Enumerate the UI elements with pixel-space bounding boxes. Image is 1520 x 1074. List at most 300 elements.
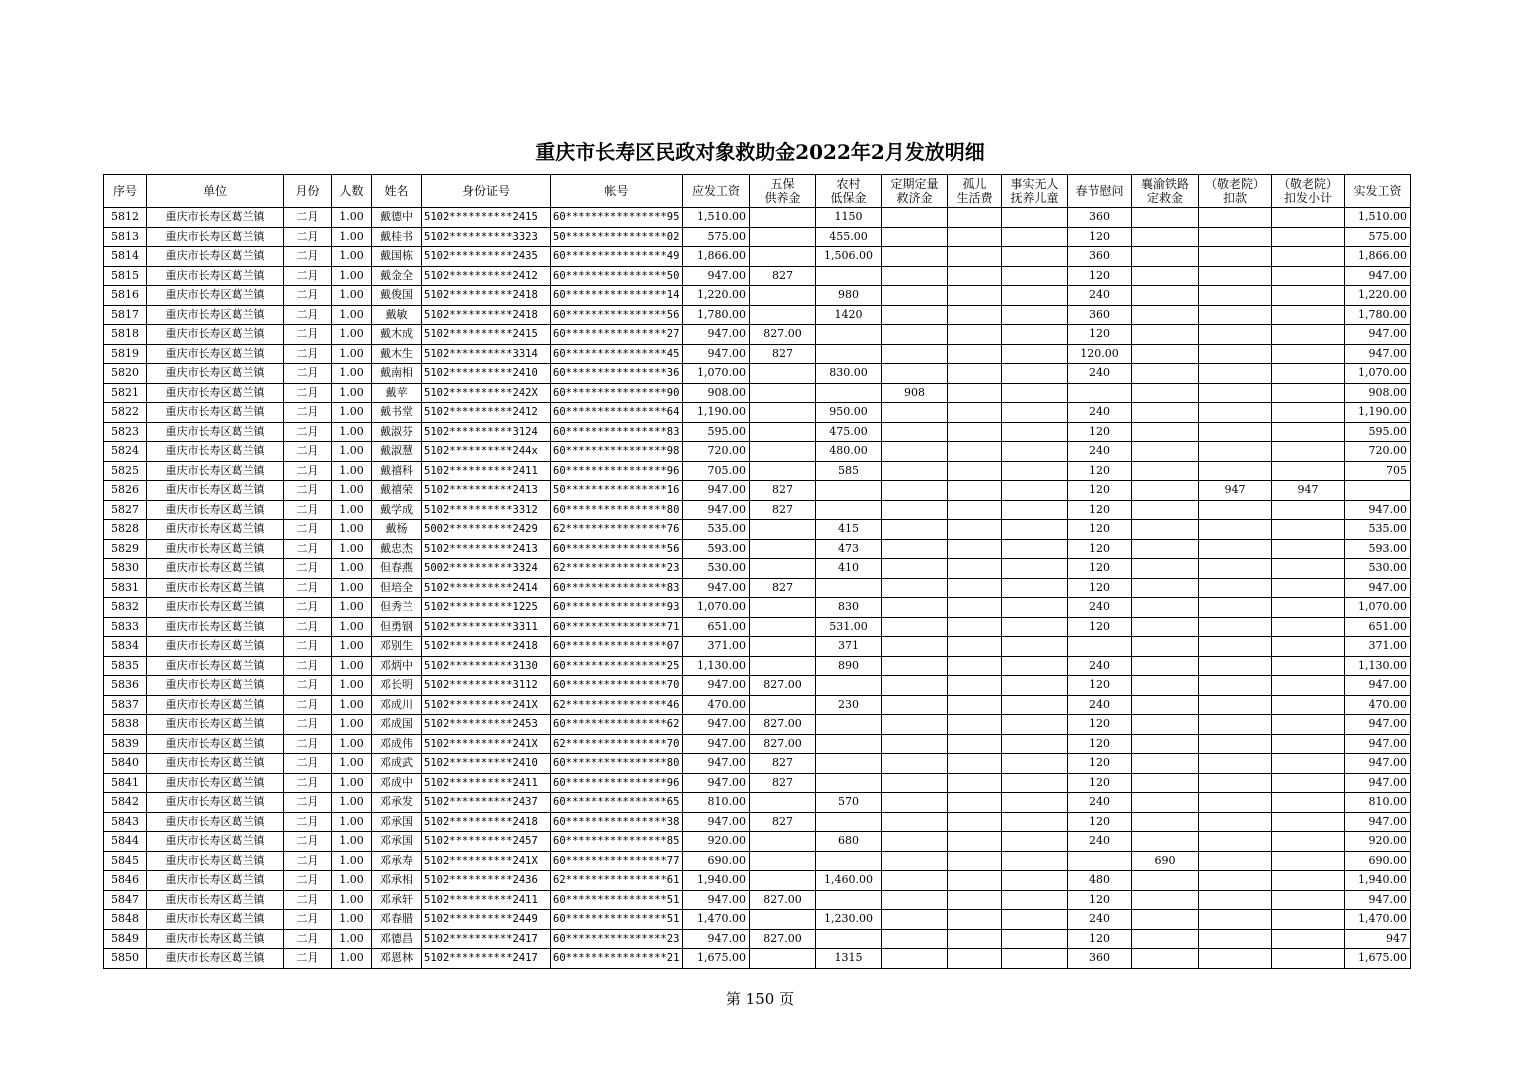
cell-actual-pay: 1,470.00 — [1345, 910, 1411, 930]
cell-five-guarantee — [750, 832, 816, 852]
cell-rural-dibao: 570 — [816, 793, 882, 813]
cell-nursing-subtotal — [1272, 812, 1345, 832]
cell-xiangyu-railway — [1132, 637, 1199, 657]
cell-payable: 530.00 — [683, 559, 750, 579]
cell-account: 60****************96 — [551, 461, 683, 481]
cell-nursing-deduction — [1199, 500, 1272, 520]
cell-seq: 5832 — [104, 598, 147, 618]
cell-seq: 5830 — [104, 559, 147, 579]
cell-orphan — [948, 715, 1002, 735]
cell-nursing-deduction: 947 — [1199, 481, 1272, 501]
cell-xiangyu-railway — [1132, 208, 1199, 228]
cell-de-facto-orphan — [1002, 422, 1068, 442]
cell-rural-dibao: 455.00 — [816, 227, 882, 247]
cell-spring-festival: 480 — [1068, 871, 1132, 891]
cell-seq: 5822 — [104, 403, 147, 423]
cell-fixed-relief — [882, 617, 948, 637]
cell-seq: 5824 — [104, 442, 147, 462]
cell-name: 但培全 — [372, 578, 422, 598]
cell-rural-dibao — [816, 325, 882, 345]
cell-payable: 1,220.00 — [683, 286, 750, 306]
cell-de-facto-orphan — [1002, 695, 1068, 715]
cell-payable: 947.00 — [683, 500, 750, 520]
cell-people: 1.00 — [332, 286, 372, 306]
cell-payable: 947.00 — [683, 715, 750, 735]
table-row — [104, 559, 1411, 579]
cell-nursing-subtotal — [1272, 754, 1345, 774]
col-header-five-guarantee: 五保 供养金 — [750, 175, 816, 208]
col-header-nursing-deduction: （敬老院） 扣款 — [1199, 175, 1272, 208]
cell-unit: 重庆市长寿区葛兰镇 — [147, 890, 284, 910]
cell-rural-dibao: 680 — [816, 832, 882, 852]
cell-de-facto-orphan — [1002, 773, 1068, 793]
cell-payable: 1,510.00 — [683, 208, 750, 228]
cell-seq: 5842 — [104, 793, 147, 813]
cell-people: 1.00 — [332, 676, 372, 696]
cell-orphan — [948, 403, 1002, 423]
cell-orphan — [948, 676, 1002, 696]
cell-rural-dibao — [816, 578, 882, 598]
cell-payable: 1,675.00 — [683, 949, 750, 969]
cell-month: 二月 — [284, 695, 332, 715]
cell-nursing-subtotal — [1272, 247, 1345, 267]
cell-id-number: 5102**********2411 — [422, 461, 551, 481]
cell-spring-festival: 120 — [1068, 890, 1132, 910]
col-header-account: 帐号 — [551, 175, 683, 208]
cell-orphan — [948, 695, 1002, 715]
cell-spring-festival: 120 — [1068, 500, 1132, 520]
cell-month: 二月 — [284, 500, 332, 520]
cell-five-guarantee: 827 — [750, 578, 816, 598]
cell-spring-festival: 120 — [1068, 559, 1132, 579]
cell-fixed-relief — [882, 676, 948, 696]
cell-id-number: 5102**********2415 — [422, 208, 551, 228]
col-header-rural-dibao: 农村 低保金 — [816, 175, 882, 208]
cell-de-facto-orphan — [1002, 754, 1068, 774]
cell-payable: 1,940.00 — [683, 871, 750, 891]
cell-people: 1.00 — [332, 442, 372, 462]
cell-unit: 重庆市长寿区葛兰镇 — [147, 734, 284, 754]
cell-rural-dibao: 980 — [816, 286, 882, 306]
cell-account: 60****************90 — [551, 383, 683, 403]
cell-unit: 重庆市长寿区葛兰镇 — [147, 812, 284, 832]
cell-seq: 5812 — [104, 208, 147, 228]
cell-id-number: 5102**********3323 — [422, 227, 551, 247]
cell-nursing-deduction — [1199, 422, 1272, 442]
cell-fixed-relief — [882, 929, 948, 949]
cell-orphan — [948, 247, 1002, 267]
cell-account: 60****************62 — [551, 715, 683, 735]
cell-de-facto-orphan — [1002, 286, 1068, 306]
cell-orphan — [948, 832, 1002, 852]
cell-seq: 5848 — [104, 910, 147, 930]
cell-rural-dibao — [816, 851, 882, 871]
cell-nursing-subtotal — [1272, 520, 1345, 540]
cell-unit: 重庆市长寿区葛兰镇 — [147, 929, 284, 949]
cell-five-guarantee — [750, 520, 816, 540]
table-row — [104, 344, 1411, 364]
cell-payable: 947.00 — [683, 773, 750, 793]
cell-spring-festival: 120 — [1068, 520, 1132, 540]
cell-de-facto-orphan — [1002, 637, 1068, 657]
cell-name: 戴俊国 — [372, 286, 422, 306]
cell-five-guarantee — [750, 403, 816, 423]
cell-spring-festival: 240 — [1068, 910, 1132, 930]
cell-name: 戴敏 — [372, 305, 422, 325]
cell-xiangyu-railway — [1132, 286, 1199, 306]
cell-payable: 947.00 — [683, 325, 750, 345]
cell-month: 二月 — [284, 773, 332, 793]
cell-rural-dibao: 1420 — [816, 305, 882, 325]
table-row — [104, 949, 1411, 969]
cell-unit: 重庆市长寿区葛兰镇 — [147, 461, 284, 481]
cell-unit: 重庆市长寿区葛兰镇 — [147, 949, 284, 969]
cell-five-guarantee: 827 — [750, 481, 816, 501]
table-row — [104, 325, 1411, 345]
cell-people: 1.00 — [332, 754, 372, 774]
cell-nursing-subtotal — [1272, 286, 1345, 306]
cell-month: 二月 — [284, 266, 332, 286]
cell-payable: 810.00 — [683, 793, 750, 813]
cell-five-guarantee — [750, 247, 816, 267]
table-header-row — [104, 175, 1411, 208]
cell-payable: 920.00 — [683, 832, 750, 852]
table-row — [104, 851, 1411, 871]
cell-name: 戴金全 — [372, 266, 422, 286]
cell-payable: 371.00 — [683, 637, 750, 657]
cell-nursing-subtotal — [1272, 734, 1345, 754]
cell-rural-dibao — [816, 734, 882, 754]
cell-name: 邓成国 — [372, 715, 422, 735]
cell-seq: 5813 — [104, 227, 147, 247]
cell-actual-pay: 371.00 — [1345, 637, 1411, 657]
cell-name: 戴杨 — [372, 520, 422, 540]
cell-xiangyu-railway — [1132, 344, 1199, 364]
cell-five-guarantee — [750, 461, 816, 481]
cell-nursing-subtotal — [1272, 929, 1345, 949]
cell-de-facto-orphan — [1002, 442, 1068, 462]
page-title: 重庆市长寿区民政对象救助金2022年2月发放明细 — [535, 140, 985, 164]
cell-spring-festival: 120 — [1068, 227, 1132, 247]
cell-spring-festival: 120.00 — [1068, 344, 1132, 364]
cell-spring-festival: 120 — [1068, 325, 1132, 345]
cell-fixed-relief — [882, 403, 948, 423]
cell-account: 60****************93 — [551, 598, 683, 618]
cell-seq: 5828 — [104, 520, 147, 540]
cell-actual-pay: 595.00 — [1345, 422, 1411, 442]
cell-de-facto-orphan — [1002, 871, 1068, 891]
cell-rural-dibao — [816, 812, 882, 832]
cell-payable: 575.00 — [683, 227, 750, 247]
cell-rural-dibao — [816, 754, 882, 774]
table-row — [104, 364, 1411, 384]
cell-five-guarantee: 827.00 — [750, 325, 816, 345]
cell-account: 60****************49 — [551, 247, 683, 267]
cell-nursing-subtotal — [1272, 656, 1345, 676]
cell-actual-pay: 947.00 — [1345, 890, 1411, 910]
cell-actual-pay: 720.00 — [1345, 442, 1411, 462]
cell-name: 戴淑慧 — [372, 442, 422, 462]
cell-month: 二月 — [284, 851, 332, 871]
cell-unit: 重庆市长寿区葛兰镇 — [147, 403, 284, 423]
table-row — [104, 617, 1411, 637]
cell-seq: 5841 — [104, 773, 147, 793]
table-row — [104, 773, 1411, 793]
cell-name: 邓德昌 — [372, 929, 422, 949]
cell-spring-festival: 240 — [1068, 695, 1132, 715]
cell-id-number: 5102**********2411 — [422, 773, 551, 793]
cell-spring-festival: 240 — [1068, 442, 1132, 462]
cell-fixed-relief — [882, 481, 948, 501]
cell-month: 二月 — [284, 734, 332, 754]
cell-seq: 5818 — [104, 325, 147, 345]
cell-orphan — [948, 598, 1002, 618]
cell-fixed-relief — [882, 266, 948, 286]
cell-id-number: 5102**********2453 — [422, 715, 551, 735]
cell-spring-festival: 120 — [1068, 266, 1132, 286]
cell-id-number: 5102**********3112 — [422, 676, 551, 696]
cell-xiangyu-railway — [1132, 559, 1199, 579]
cell-spring-festival: 240 — [1068, 403, 1132, 423]
cell-nursing-deduction — [1199, 734, 1272, 754]
cell-five-guarantee: 827.00 — [750, 734, 816, 754]
cell-xiangyu-railway — [1132, 871, 1199, 891]
cell-month: 二月 — [284, 559, 332, 579]
cell-orphan — [948, 520, 1002, 540]
cell-fixed-relief: 908 — [882, 383, 948, 403]
cell-five-guarantee — [750, 695, 816, 715]
cell-rural-dibao: 415 — [816, 520, 882, 540]
page-number: 第 150 页 — [725, 990, 795, 1008]
cell-actual-pay: 690.00 — [1345, 851, 1411, 871]
cell-nursing-deduction — [1199, 344, 1272, 364]
cell-account: 60****************83 — [551, 578, 683, 598]
cell-month: 二月 — [284, 929, 332, 949]
cell-rural-dibao: 1,460.00 — [816, 871, 882, 891]
cell-orphan — [948, 461, 1002, 481]
cell-name: 戴忠杰 — [372, 539, 422, 559]
cell-account: 62****************61 — [551, 871, 683, 891]
cell-seq: 5833 — [104, 617, 147, 637]
cell-account: 60****************83 — [551, 422, 683, 442]
cell-people: 1.00 — [332, 578, 372, 598]
cell-five-guarantee — [750, 793, 816, 813]
cell-spring-festival: 120 — [1068, 734, 1132, 754]
cell-name: 邓恩林 — [372, 949, 422, 969]
cell-fixed-relief — [882, 247, 948, 267]
cell-spring-festival: 120 — [1068, 481, 1132, 501]
cell-id-number: 5102**********2437 — [422, 793, 551, 813]
cell-spring-festival: 120 — [1068, 461, 1132, 481]
cell-payable: 908.00 — [683, 383, 750, 403]
cell-account: 60****************50 — [551, 266, 683, 286]
table-row — [104, 871, 1411, 891]
cell-spring-festival: 120 — [1068, 676, 1132, 696]
cell-unit: 重庆市长寿区葛兰镇 — [147, 481, 284, 501]
cell-spring-festival: 120 — [1068, 715, 1132, 735]
cell-nursing-subtotal — [1272, 208, 1345, 228]
cell-account: 60****************14 — [551, 286, 683, 306]
cell-de-facto-orphan — [1002, 344, 1068, 364]
cell-people: 1.00 — [332, 383, 372, 403]
cell-month: 二月 — [284, 832, 332, 852]
cell-id-number: 5102**********3130 — [422, 656, 551, 676]
cell-rural-dibao: 475.00 — [816, 422, 882, 442]
cell-account: 60****************38 — [551, 812, 683, 832]
cell-fixed-relief — [882, 598, 948, 618]
cell-payable: 690.00 — [683, 851, 750, 871]
cell-seq: 5834 — [104, 637, 147, 657]
cell-seq: 5823 — [104, 422, 147, 442]
cell-seq: 5844 — [104, 832, 147, 852]
cell-seq: 5837 — [104, 695, 147, 715]
cell-seq: 5850 — [104, 949, 147, 969]
cell-nursing-deduction — [1199, 617, 1272, 637]
cell-de-facto-orphan — [1002, 559, 1068, 579]
cell-nursing-subtotal — [1272, 305, 1345, 325]
cell-spring-festival: 360 — [1068, 247, 1132, 267]
cell-xiangyu-railway — [1132, 520, 1199, 540]
cell-five-guarantee — [750, 656, 816, 676]
cell-unit: 重庆市长寿区葛兰镇 — [147, 578, 284, 598]
cell-unit: 重庆市长寿区葛兰镇 — [147, 286, 284, 306]
cell-account: 50****************02 — [551, 227, 683, 247]
col-header-nursing-subtotal: （敬老院） 扣发小计 — [1272, 175, 1345, 208]
cell-orphan — [948, 383, 1002, 403]
cell-id-number: 5102**********2418 — [422, 305, 551, 325]
cell-name: 邓承轩 — [372, 890, 422, 910]
cell-account: 62****************46 — [551, 695, 683, 715]
cell-fixed-relief — [882, 325, 948, 345]
cell-de-facto-orphan — [1002, 325, 1068, 345]
cell-month: 二月 — [284, 637, 332, 657]
cell-month: 二月 — [284, 539, 332, 559]
cell-de-facto-orphan — [1002, 247, 1068, 267]
cell-name: 邓成中 — [372, 773, 422, 793]
cell-month: 二月 — [284, 793, 332, 813]
cell-nursing-subtotal — [1272, 598, 1345, 618]
cell-people: 1.00 — [332, 481, 372, 501]
cell-unit: 重庆市长寿区葛兰镇 — [147, 422, 284, 442]
cell-actual-pay: 535.00 — [1345, 520, 1411, 540]
table-row — [104, 481, 1411, 501]
cell-fixed-relief — [882, 344, 948, 364]
cell-fixed-relief — [882, 539, 948, 559]
cell-people: 1.00 — [332, 305, 372, 325]
cell-orphan — [948, 812, 1002, 832]
cell-spring-festival: 120 — [1068, 929, 1132, 949]
cell-unit: 重庆市长寿区葛兰镇 — [147, 910, 284, 930]
cell-fixed-relief — [882, 364, 948, 384]
cell-payable: 1,780.00 — [683, 305, 750, 325]
cell-spring-festival: 120 — [1068, 754, 1132, 774]
table-row — [104, 422, 1411, 442]
cell-name: 邓长明 — [372, 676, 422, 696]
cell-id-number: 5102**********2413 — [422, 539, 551, 559]
cell-rural-dibao — [816, 383, 882, 403]
relief-fund-table — [103, 174, 1411, 969]
cell-rural-dibao: 410 — [816, 559, 882, 579]
cell-id-number: 5102**********2418 — [422, 637, 551, 657]
cell-id-number: 5102**********242X — [422, 383, 551, 403]
cell-month: 二月 — [284, 286, 332, 306]
cell-de-facto-orphan — [1002, 403, 1068, 423]
cell-fixed-relief — [882, 286, 948, 306]
cell-people: 1.00 — [332, 598, 372, 618]
table-row — [104, 247, 1411, 267]
cell-orphan — [948, 734, 1002, 754]
cell-people: 1.00 — [332, 539, 372, 559]
cell-rural-dibao — [816, 890, 882, 910]
cell-nursing-deduction — [1199, 364, 1272, 384]
cell-rural-dibao: 1315 — [816, 949, 882, 969]
cell-actual-pay: 575.00 — [1345, 227, 1411, 247]
cell-xiangyu-railway — [1132, 247, 1199, 267]
cell-month: 二月 — [284, 812, 332, 832]
cell-fixed-relief — [882, 754, 948, 774]
cell-xiangyu-railway — [1132, 949, 1199, 969]
cell-payable: 947.00 — [683, 734, 750, 754]
cell-actual-pay: 947.00 — [1345, 715, 1411, 735]
cell-id-number: 5102**********2457 — [422, 832, 551, 852]
cell-id-number: 5102**********1225 — [422, 598, 551, 618]
cell-de-facto-orphan — [1002, 461, 1068, 481]
cell-month: 二月 — [284, 461, 332, 481]
cell-seq: 5826 — [104, 481, 147, 501]
cell-actual-pay: 947.00 — [1345, 773, 1411, 793]
cell-de-facto-orphan — [1002, 227, 1068, 247]
cell-de-facto-orphan — [1002, 383, 1068, 403]
cell-spring-festival: 120 — [1068, 422, 1132, 442]
cell-id-number: 5002**********2429 — [422, 520, 551, 540]
cell-id-number: 5102**********241X — [422, 695, 551, 715]
cell-people: 1.00 — [332, 266, 372, 286]
cell-actual-pay — [1345, 481, 1411, 501]
cell-account: 60****************51 — [551, 890, 683, 910]
table-row — [104, 812, 1411, 832]
cell-payable: 595.00 — [683, 422, 750, 442]
cell-spring-festival — [1068, 637, 1132, 657]
cell-people: 1.00 — [332, 715, 372, 735]
cell-seq: 5821 — [104, 383, 147, 403]
cell-seq: 5829 — [104, 539, 147, 559]
cell-id-number: 5102**********2414 — [422, 578, 551, 598]
cell-de-facto-orphan — [1002, 520, 1068, 540]
cell-name: 邓成伟 — [372, 734, 422, 754]
cell-people: 1.00 — [332, 500, 372, 520]
cell-account: 60****************71 — [551, 617, 683, 637]
col-header-month: 月份 — [284, 175, 332, 208]
cell-spring-festival: 120 — [1068, 539, 1132, 559]
cell-unit: 重庆市长寿区葛兰镇 — [147, 520, 284, 540]
cell-account: 60****************85 — [551, 832, 683, 852]
cell-nursing-subtotal — [1272, 851, 1345, 871]
cell-rural-dibao: 830.00 — [816, 364, 882, 384]
cell-id-number: 5102**********244x — [422, 442, 551, 462]
cell-xiangyu-railway — [1132, 910, 1199, 930]
cell-seq: 5819 — [104, 344, 147, 364]
cell-unit: 重庆市长寿区葛兰镇 — [147, 364, 284, 384]
cell-spring-festival: 120 — [1068, 812, 1132, 832]
cell-name: 戴桂书 — [372, 227, 422, 247]
cell-nursing-deduction — [1199, 559, 1272, 579]
col-header-de-facto-orphan: 事实无人 抚养儿童 — [1002, 175, 1068, 208]
cell-nursing-subtotal — [1272, 364, 1345, 384]
col-header-actual-pay: 实发工资 — [1345, 175, 1411, 208]
cell-fixed-relief — [882, 520, 948, 540]
cell-de-facto-orphan — [1002, 305, 1068, 325]
cell-fixed-relief — [882, 773, 948, 793]
